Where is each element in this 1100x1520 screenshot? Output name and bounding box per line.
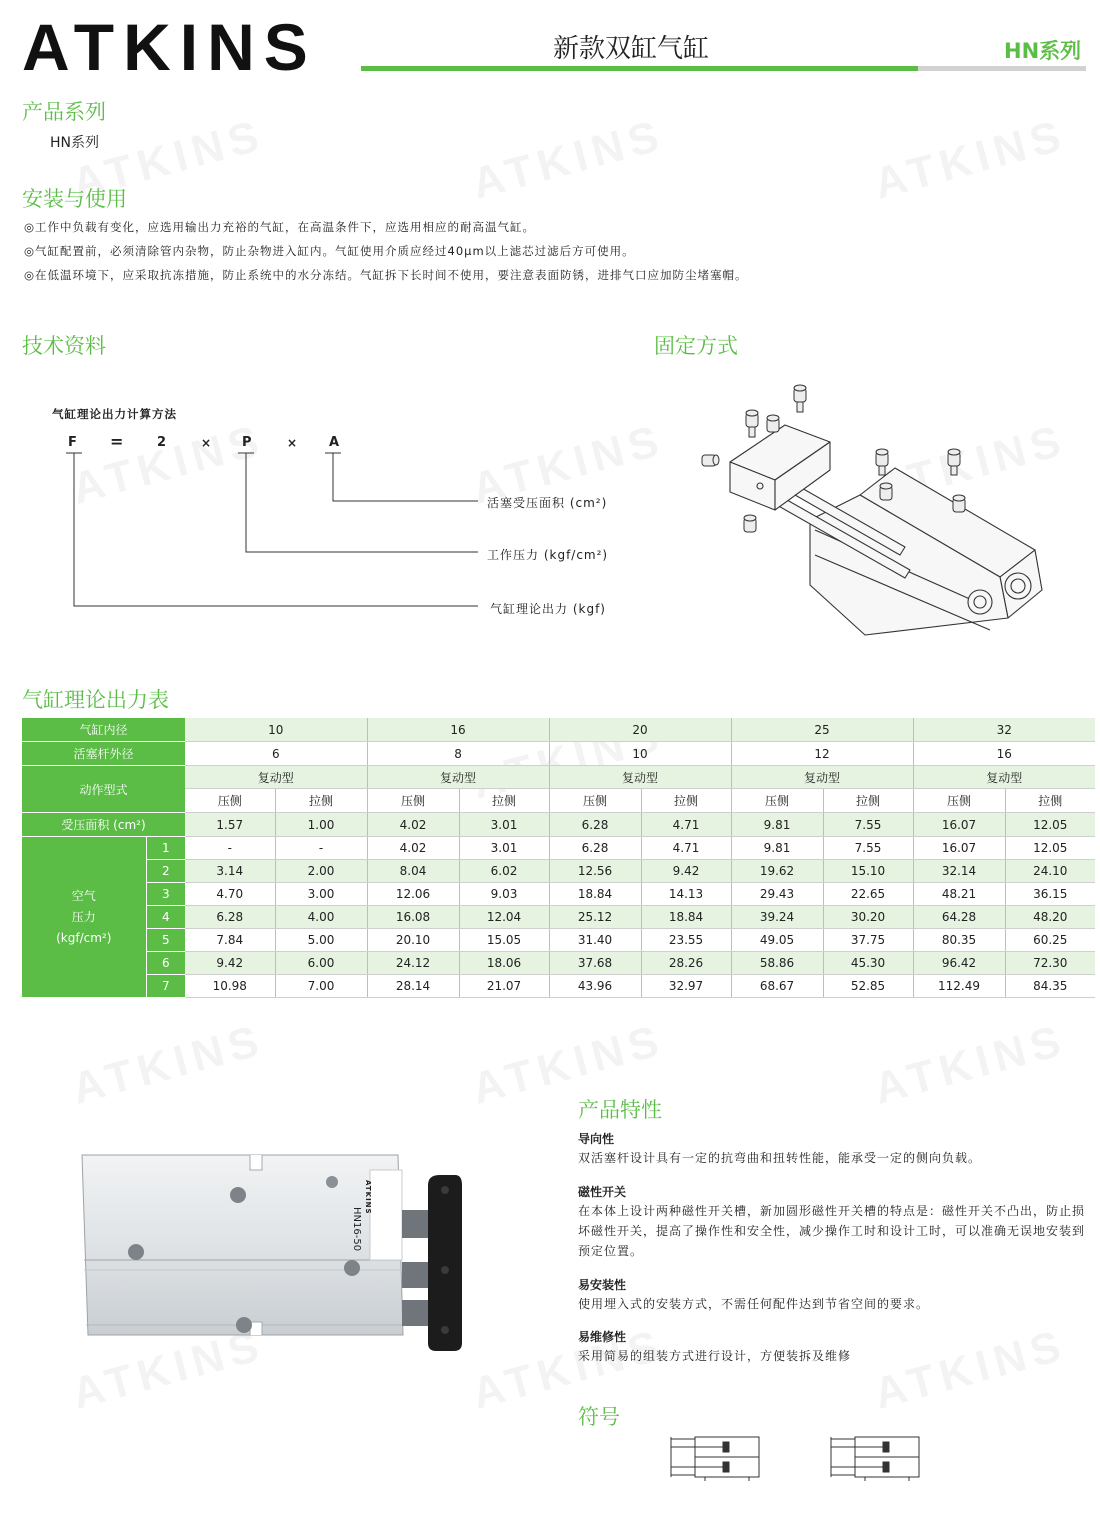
table-row-pressure bbox=[22, 929, 1095, 952]
force-value: 4.02 bbox=[367, 837, 459, 860]
table-row-pressure bbox=[22, 975, 1095, 998]
force-value: 19.62 bbox=[731, 860, 823, 883]
force-value: 6.28 bbox=[185, 906, 275, 929]
pressure-value: 7 bbox=[146, 975, 185, 998]
rod-value: 8 bbox=[367, 742, 549, 766]
force-value: 3.01 bbox=[459, 837, 549, 860]
formula-f: F bbox=[68, 435, 77, 450]
rod-value: 10 bbox=[549, 742, 731, 766]
section-title-install: 安装与使用 bbox=[22, 187, 127, 211]
feature-name: 导向性 bbox=[578, 1132, 615, 1146]
side-push: 压侧 bbox=[367, 789, 459, 813]
air-pressure-line: 压力 bbox=[71, 909, 96, 924]
area-value: 4.02 bbox=[367, 813, 459, 837]
force-value: 43.96 bbox=[549, 975, 641, 998]
force-value: 21.07 bbox=[459, 975, 549, 998]
force-value: 28.14 bbox=[367, 975, 459, 998]
symbol-cylinder-left bbox=[665, 1435, 765, 1481]
force-value: 112.49 bbox=[913, 975, 1005, 998]
force-value: 24.12 bbox=[367, 952, 459, 975]
side-pull: 拉侧 bbox=[459, 789, 549, 813]
force-value: 49.05 bbox=[731, 929, 823, 952]
feature-text: 采用简易的组装方式进行设计，方便装拆及维修 bbox=[578, 1349, 852, 1363]
action-type: 复动型 bbox=[913, 766, 1095, 789]
row-header-rod: 活塞杆外径 bbox=[22, 742, 185, 766]
formula-leader-lines bbox=[0, 440, 620, 620]
force-value: 45.30 bbox=[823, 952, 913, 975]
force-value: 7.55 bbox=[823, 837, 913, 860]
bore-value: 10 bbox=[185, 718, 367, 742]
force-value: 23.55 bbox=[641, 929, 731, 952]
side-push: 压侧 bbox=[185, 789, 275, 813]
force-value: 6.28 bbox=[549, 837, 641, 860]
force-value: - bbox=[275, 837, 367, 860]
watermark bbox=[467, 110, 670, 209]
formula-label-force: 气缸理论出力 (kgf) bbox=[490, 602, 606, 616]
product-photo bbox=[70, 1150, 470, 1375]
section-title-tech: 技术资料 bbox=[22, 334, 106, 358]
force-value: 22.65 bbox=[823, 883, 913, 906]
force-value: 20.10 bbox=[367, 929, 459, 952]
area-value: 3.01 bbox=[459, 813, 549, 837]
section-title-force-table: 气缸理论出力表 bbox=[22, 688, 169, 712]
install-note: ◎在低温环境下，应采取抗冻措施，防止系统中的水分冻结。气缸拆下长时间不使用，要注意表面防锈，进排气口应加防尘堵塞帽。 bbox=[24, 268, 748, 282]
watermark bbox=[467, 1320, 670, 1419]
bore-value: 20 bbox=[549, 718, 731, 742]
force-value: 8.04 bbox=[367, 860, 459, 883]
force-value: 32.97 bbox=[641, 975, 731, 998]
pressure-value: 2 bbox=[146, 860, 185, 883]
header-rule-green bbox=[361, 66, 918, 71]
force-value: 7.84 bbox=[185, 929, 275, 952]
force-value: 39.24 bbox=[731, 906, 823, 929]
force-value: 68.67 bbox=[731, 975, 823, 998]
formula-p: P bbox=[242, 435, 252, 450]
feature-name: 易安装性 bbox=[578, 1278, 627, 1292]
force-value: 28.26 bbox=[641, 952, 731, 975]
rod-value: 6 bbox=[185, 742, 367, 766]
force-value: 14.13 bbox=[641, 883, 731, 906]
area-value: 1.00 bbox=[275, 813, 367, 837]
table-row-pressure bbox=[22, 952, 1095, 975]
formula-label-area: 活塞受压面积 (cm²) bbox=[487, 496, 608, 510]
area-value: 1.57 bbox=[185, 813, 275, 837]
force-value: 18.84 bbox=[641, 906, 731, 929]
action-type: 复动型 bbox=[367, 766, 549, 789]
force-value: 80.35 bbox=[913, 929, 1005, 952]
force-value: 31.40 bbox=[549, 929, 641, 952]
force-value: 64.28 bbox=[913, 906, 1005, 929]
area-value: 6.28 bbox=[549, 813, 641, 837]
force-value: 12.56 bbox=[549, 860, 641, 883]
area-value: 9.81 bbox=[731, 813, 823, 837]
row-header-bore: 气缸内径 bbox=[22, 718, 185, 742]
row-header-action: 动作型式 bbox=[22, 766, 185, 813]
section-title-mounting: 固定方式 bbox=[654, 334, 738, 358]
force-value: 9.81 bbox=[731, 837, 823, 860]
force-value: 5.00 bbox=[275, 929, 367, 952]
force-value: 18.84 bbox=[549, 883, 641, 906]
force-value: 24.10 bbox=[1005, 860, 1095, 883]
force-value: 10.98 bbox=[185, 975, 275, 998]
force-value: 9.42 bbox=[185, 952, 275, 975]
side-push: 压侧 bbox=[913, 789, 1005, 813]
install-note: ◎工作中负载有变化，应选用输出力充裕的气缸，在高温条件下，应选用相应的耐高温气缸。 bbox=[24, 220, 536, 234]
force-value: 36.15 bbox=[1005, 883, 1095, 906]
action-type: 复动型 bbox=[185, 766, 367, 789]
symbol-cylinder-right bbox=[825, 1435, 925, 1481]
section-title-product-series: 产品系列 bbox=[22, 100, 106, 124]
formula-label-pressure: 工作压力 (kgf/cm²) bbox=[487, 548, 609, 562]
force-value: - bbox=[185, 837, 275, 860]
formula-times: × bbox=[201, 436, 212, 450]
bore-value: 16 bbox=[367, 718, 549, 742]
side-pull: 拉侧 bbox=[823, 789, 913, 813]
air-pressure-line: 空气 bbox=[71, 888, 96, 903]
force-value: 52.85 bbox=[823, 975, 913, 998]
row-header-air-pressure bbox=[22, 837, 146, 998]
pressure-value: 4 bbox=[146, 906, 185, 929]
row-header-area: 受压面积 (cm²) bbox=[22, 813, 185, 837]
force-value: 32.14 bbox=[913, 860, 1005, 883]
force-value: 37.68 bbox=[549, 952, 641, 975]
action-type: 复动型 bbox=[549, 766, 731, 789]
area-value: 12.05 bbox=[1005, 813, 1095, 837]
force-value: 72.30 bbox=[1005, 952, 1095, 975]
force-value: 60.25 bbox=[1005, 929, 1095, 952]
table-row-pressure bbox=[22, 837, 1095, 860]
rod-value: 16 bbox=[913, 742, 1095, 766]
force-value: 30.20 bbox=[823, 906, 913, 929]
mounting-exploded-diagram bbox=[690, 380, 1060, 645]
pressure-value: 5 bbox=[146, 929, 185, 952]
header-rule-grey bbox=[918, 66, 1086, 71]
page-title: 新款双缸气缸 bbox=[553, 34, 710, 64]
force-value: 37.75 bbox=[823, 929, 913, 952]
action-type: 复动型 bbox=[731, 766, 913, 789]
air-pressure-line: (kgf/cm²) bbox=[56, 930, 112, 945]
pressure-value: 1 bbox=[146, 837, 185, 860]
formula-times: × bbox=[287, 436, 298, 450]
side-push: 压侧 bbox=[549, 789, 641, 813]
feature-text: 双活塞杆设计具有一定的抗弯曲和扭转性能，能承受一定的侧向负载。 bbox=[578, 1151, 982, 1165]
table-row-action-type bbox=[22, 766, 1095, 789]
feature-text: 在本体上设计两种磁性开关槽，新加圆形磁性开关槽的特点是：磁性开关不凸出，防止损坏磁性开关，提高了操作性和安全性，减少操作工时和设计工时，可以准确无误地安装到预定位置。 bbox=[578, 1204, 1086, 1258]
formula-a: A bbox=[329, 435, 340, 450]
force-value: 84.35 bbox=[1005, 975, 1095, 998]
force-value: 4.70 bbox=[185, 883, 275, 906]
area-value: 4.71 bbox=[641, 813, 731, 837]
force-value: 3.14 bbox=[185, 860, 275, 883]
force-value: 15.05 bbox=[459, 929, 549, 952]
force-value: 2.00 bbox=[275, 860, 367, 883]
force-value: 18.06 bbox=[459, 952, 549, 975]
force-value: 6.02 bbox=[459, 860, 549, 883]
photo-model-label: HN16-50 bbox=[351, 1207, 362, 1252]
area-value: 7.55 bbox=[823, 813, 913, 837]
feature-text: 使用埋入式的安装方式，不需任何配件达到节省空间的要求。 bbox=[578, 1297, 930, 1311]
rod-value: 12 bbox=[731, 742, 913, 766]
table-row-rod bbox=[22, 742, 1095, 766]
force-value: 48.21 bbox=[913, 883, 1005, 906]
formula-two: 2 bbox=[157, 435, 167, 450]
section-title-features: 产品特性 bbox=[578, 1098, 662, 1122]
side-push: 压侧 bbox=[731, 789, 823, 813]
force-value: 12.06 bbox=[367, 883, 459, 906]
side-pull: 拉侧 bbox=[275, 789, 367, 813]
series-tag: HN系列 bbox=[1004, 39, 1082, 63]
watermark bbox=[869, 1320, 1072, 1419]
pressure-value: 3 bbox=[146, 883, 185, 906]
side-pull: 拉侧 bbox=[641, 789, 731, 813]
force-value: 4.71 bbox=[641, 837, 731, 860]
watermark bbox=[869, 1015, 1072, 1114]
force-value: 12.05 bbox=[1005, 837, 1095, 860]
side-pull: 拉侧 bbox=[1005, 789, 1095, 813]
pressure-value: 6 bbox=[146, 952, 185, 975]
table-row-pressure bbox=[22, 883, 1095, 906]
product-series-value: HN系列 bbox=[50, 135, 99, 151]
force-value: 12.04 bbox=[459, 906, 549, 929]
force-value: 7.00 bbox=[275, 975, 367, 998]
force-value: 16.07 bbox=[913, 837, 1005, 860]
formula-equals: = bbox=[110, 432, 124, 451]
force-value: 15.10 bbox=[823, 860, 913, 883]
force-value: 29.43 bbox=[731, 883, 823, 906]
force-value: 25.12 bbox=[549, 906, 641, 929]
section-title-symbol: 符号 bbox=[578, 1405, 620, 1429]
formula-title: 气缸理论出力计算方法 bbox=[52, 407, 177, 421]
force-table bbox=[22, 718, 1095, 998]
brand-logo: ATKINS bbox=[22, 10, 317, 84]
force-value: 96.42 bbox=[913, 952, 1005, 975]
force-value: 3.00 bbox=[275, 883, 367, 906]
table-row-bore bbox=[22, 718, 1095, 742]
watermark bbox=[869, 110, 1072, 209]
force-value: 16.08 bbox=[367, 906, 459, 929]
install-note: ◎气缸配置前，必须清除管内杂物，防止杂物进入缸内。气缸使用介质应经过40μm以上滤芯过滤后方可使用。 bbox=[24, 244, 635, 258]
force-value: 6.00 bbox=[275, 952, 367, 975]
force-value: 9.03 bbox=[459, 883, 549, 906]
force-value: 9.42 bbox=[641, 860, 731, 883]
table-row-area bbox=[22, 813, 1095, 837]
watermark bbox=[67, 1015, 270, 1114]
feature-name: 易维修性 bbox=[578, 1330, 627, 1344]
bore-value: 25 bbox=[731, 718, 913, 742]
area-value: 16.07 bbox=[913, 813, 1005, 837]
bore-value: 32 bbox=[913, 718, 1095, 742]
feature-name: 磁性开关 bbox=[578, 1185, 627, 1199]
table-row-pressure bbox=[22, 906, 1095, 929]
photo-brand-label: ATKINS bbox=[364, 1180, 372, 1215]
table-row-pressure bbox=[22, 860, 1095, 883]
force-value: 48.20 bbox=[1005, 906, 1095, 929]
force-value: 58.86 bbox=[731, 952, 823, 975]
force-value: 4.00 bbox=[275, 906, 367, 929]
